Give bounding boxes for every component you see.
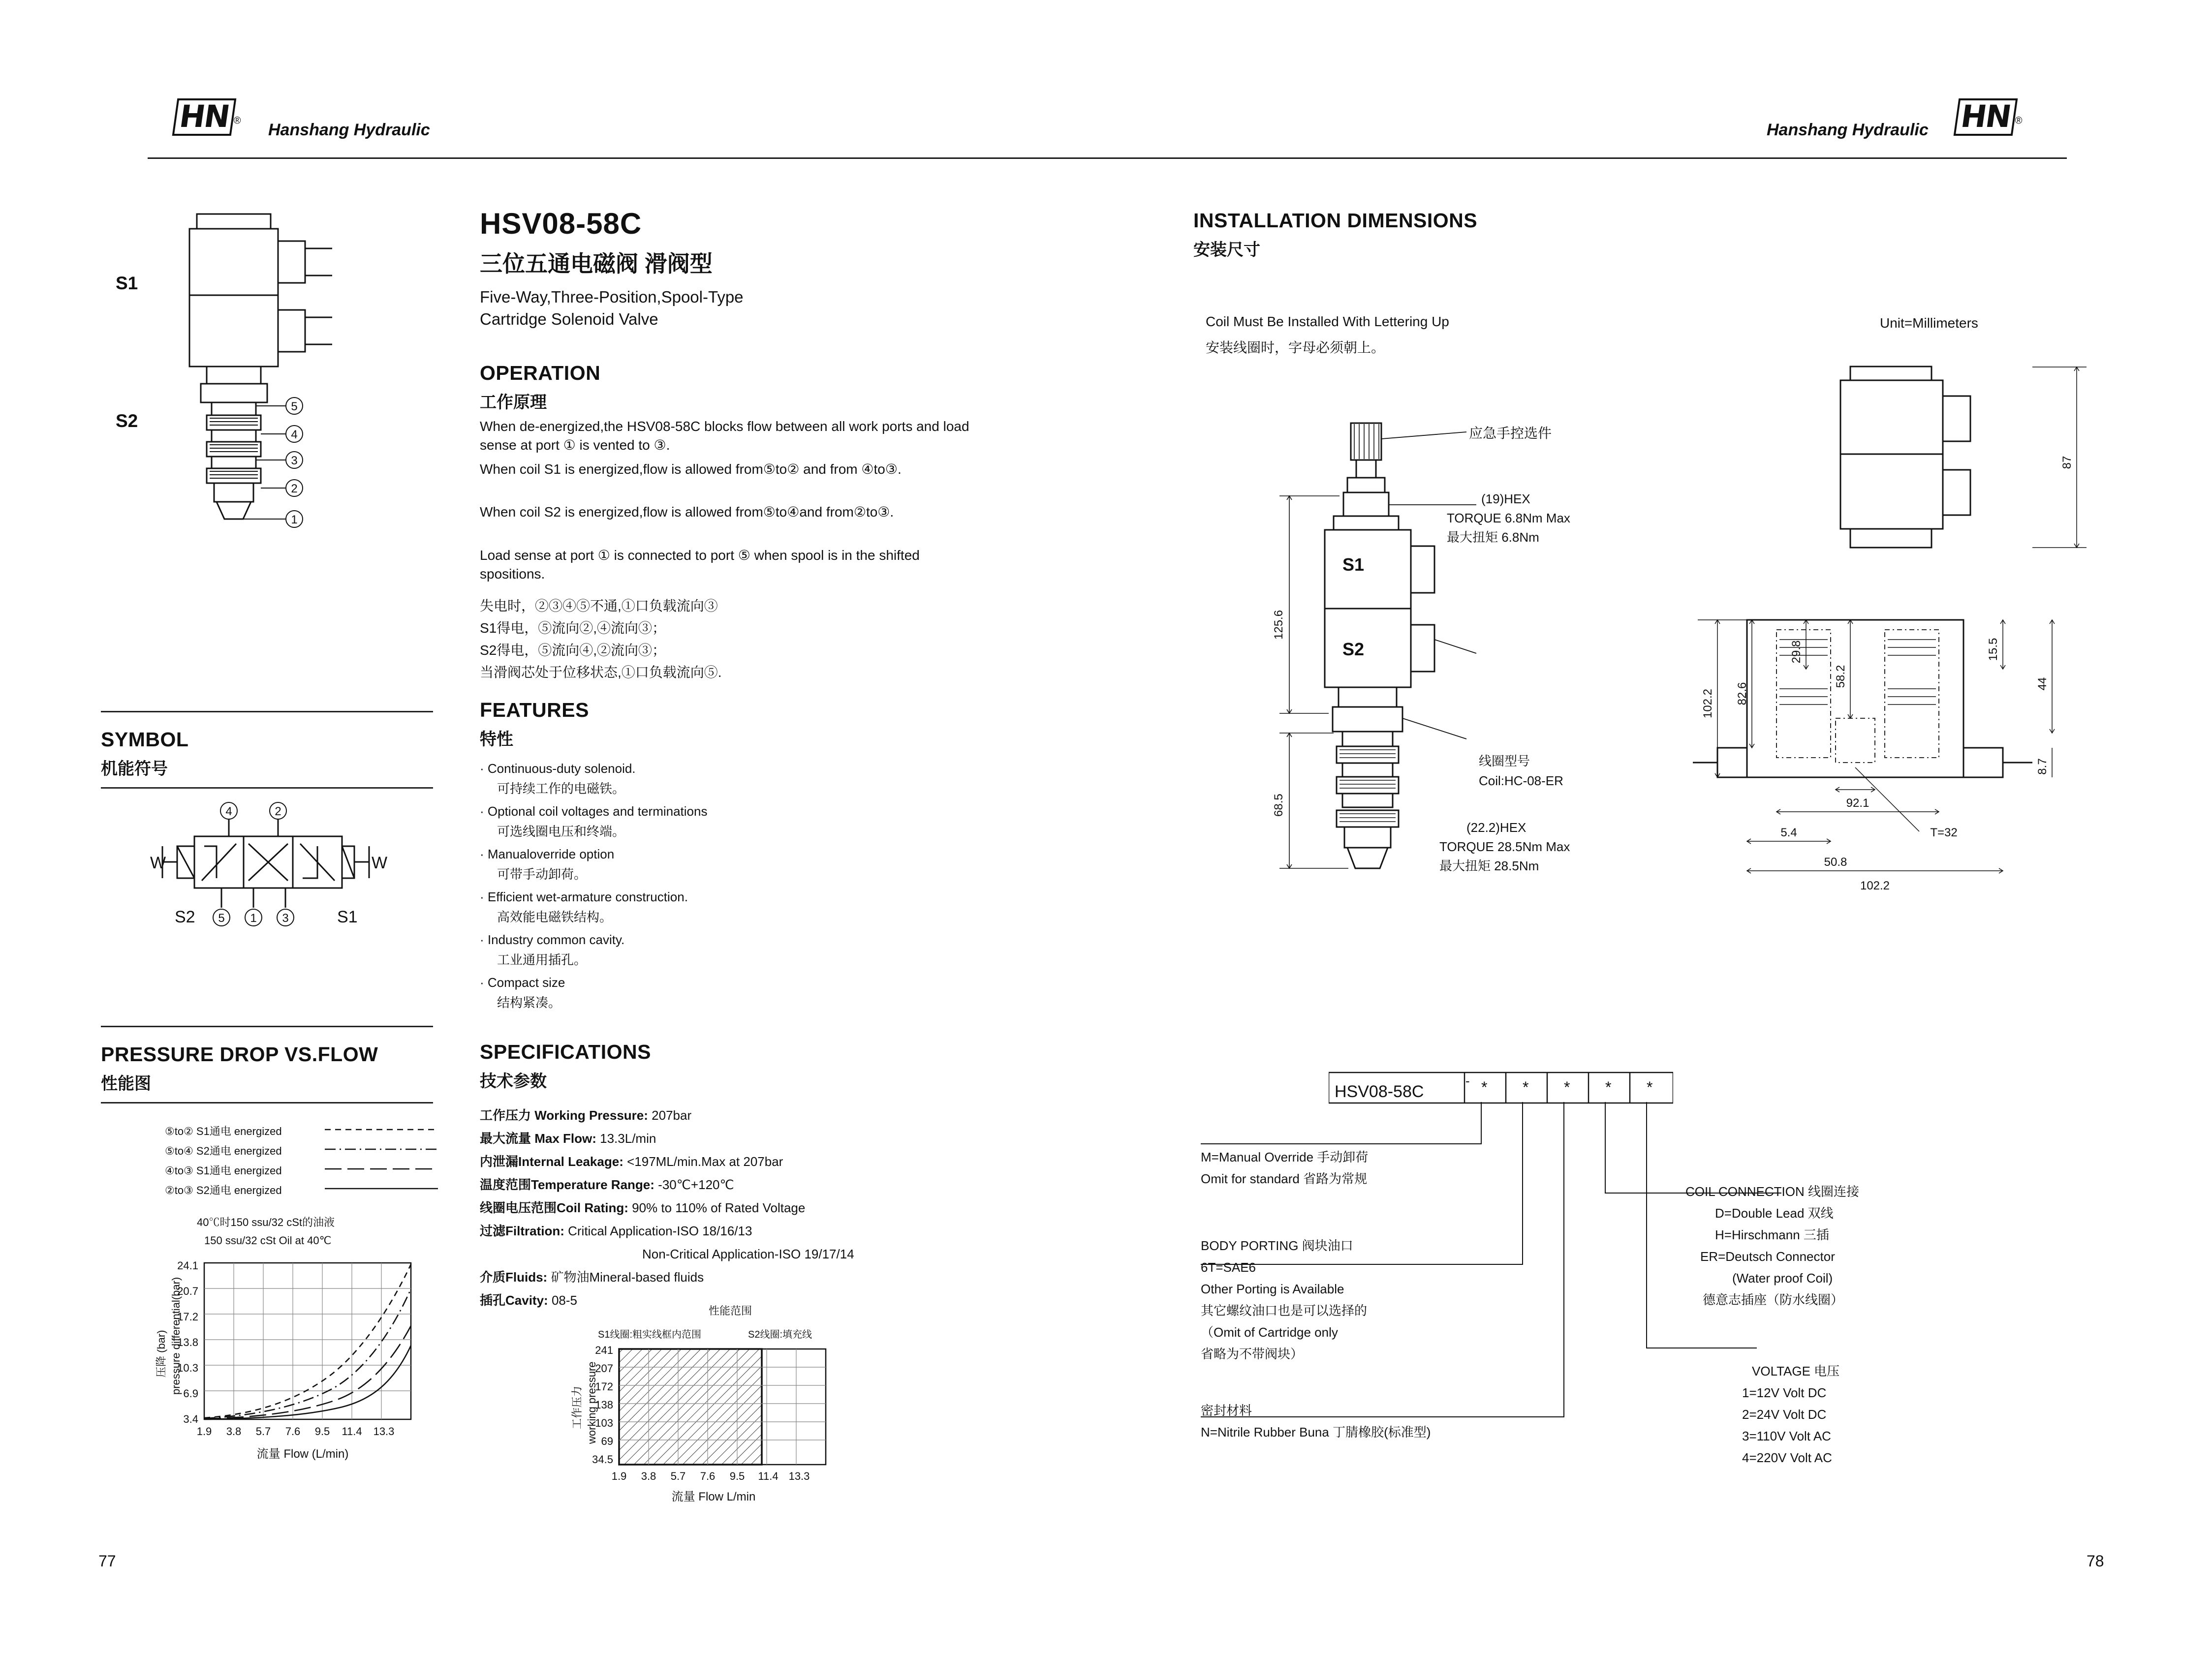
svg-text:172: 172 [595,1380,613,1393]
svg-text:11.4: 11.4 [342,1425,362,1438]
svg-text:5.4: 5.4 [1780,826,1797,839]
legend-voltage-line5: 4=220V Volt AC [1742,1450,1832,1465]
callout-coil-model-cn: 线圈型号 [1479,754,1530,768]
feature-item-1-cn: 可持续工作的电磁铁。 [497,781,625,796]
feature-item-5-cn: 工业通用插孔。 [497,952,587,967]
pressure-drop-title-cn: 性能图 [101,1074,151,1093]
svg-text:11.4: 11.4 [758,1470,779,1482]
registered-mark-right: ® [2015,115,2023,126]
model-code-field-2: * [1523,1078,1529,1096]
coil-label-s2-drawing: S2 [116,411,138,431]
svg-text:29.8: 29.8 [1790,640,1803,664]
feature-item-4-cn: 高效能电磁铁结构。 [497,910,613,924]
unit-label: Unit=Millimeters [1880,315,1978,331]
pressure-drop-divider [101,1026,433,1027]
operation-paragraph-3 [480,503,969,521]
model-code-base: HSV08-58C [1335,1082,1424,1101]
callout-hex19: (19)HEX [1481,491,1530,506]
logo-left [175,98,241,136]
spec-4-label: 温度范围Temperature Range: [480,1177,654,1192]
svg-text:17.2: 17.2 [177,1311,198,1323]
page-number-left: 77 [98,1552,116,1570]
svg-text:7.6: 7.6 [700,1470,716,1482]
feature-item-2-cn: 可选线圈电压和终端。 [497,824,625,839]
callout-torque285-cn: 最大扭矩 28.5Nm [1439,858,1539,873]
callout-torque68-cn: 最大扭矩 6.8Nm [1447,530,1539,545]
callout-manual-override: 应急手控选件 [1469,426,1552,441]
feature-1-en: Continuous-duty solenoid. [487,761,636,776]
svg-text:9.5: 9.5 [729,1470,745,1482]
svg-text:1.9: 1.9 [611,1470,627,1482]
svg-text:50.8: 50.8 [1824,856,1847,869]
operation-paragraph-4 [480,546,969,583]
logo-text: HN [177,98,232,134]
legend-coil-connection-line6: 德意志插座（防水线圈） [1703,1292,1844,1307]
svg-text:103: 103 [595,1417,613,1429]
spec-3-value: <197ML/min.Max at 207bar [627,1154,783,1169]
svg-text:1.9: 1.9 [196,1425,212,1438]
svg-text:102.2: 102.2 [1860,879,1890,892]
svg-text:13.3: 13.3 [373,1425,395,1438]
svg-text:241: 241 [595,1344,613,1356]
symbol-title-cn: 机能符号 [101,760,168,778]
svg-text:6.9: 6.9 [183,1387,198,1400]
legend-seal-line2: N=Nitrile Rubber Buna 丁腈橡胶(标准型) [1201,1425,1431,1440]
legend-body-porting-line6: 省略为不带阀块） [1201,1347,1304,1361]
performance-envelope-chart [497,1338,871,1545]
svg-text:138: 138 [595,1399,613,1411]
spec-row-9 [480,1292,577,1309]
spec-4-value: -30℃+120℃ [658,1177,734,1192]
svg-text:34.5: 34.5 [592,1453,613,1466]
svg-text:流量 Flow L/min: 流量 Flow L/min [671,1490,756,1503]
svg-text:69: 69 [601,1435,613,1447]
features-title: FEATURES [480,699,589,721]
operation-paragraph-cn-1: 失电时，②③④⑤不通,①口负载流向③ [480,598,718,613]
installation-title: INSTALLATION DIMENSIONS [1193,209,1478,232]
legend-body-porting-line5: （Omit of Cartridge only [1201,1325,1338,1340]
hydraulic-symbol-diagram [148,797,433,954]
svg-text:24.1: 24.1 [177,1259,198,1272]
installation-title-cn: 安装尺寸 [1193,241,1260,259]
page-title-cn: 三位五通电磁阀 滑阀型 [480,251,713,276]
svg-text:4: 4 [291,428,298,441]
svg-text:92.1: 92.1 [1846,796,1869,810]
pd-legend-2: ⑤to④ S2通电 energized [165,1145,282,1157]
svg-text:13.8: 13.8 [177,1336,198,1348]
spec-row-4 [480,1176,734,1194]
legend-coil-connection-line5: (Water proof Coil) [1732,1271,1833,1286]
spec-6-value: Critical Application-ISO 18/16/13 [568,1224,752,1238]
pressure-drop-chart [106,1252,436,1532]
svg-text:流量 Flow (L/min): 流量 Flow (L/min) [256,1447,349,1461]
operation-paragraph-1 [480,417,969,455]
model-code-field-1: * [1481,1078,1488,1096]
logo-right [1956,98,2023,136]
legend-manual-override-line1: M=Manual Override 手动卸荷 [1201,1150,1369,1164]
spec-1-value: 207bar [652,1108,692,1123]
svg-text:S2: S2 [1342,639,1365,659]
svg-text:4: 4 [225,805,232,818]
feature-item-1: · Continuous-duty solenoid. [480,761,636,776]
header-divider [148,157,2067,159]
brand-right: Hanshang Hydraulic [1767,121,1929,139]
feature-5-en: Industry common cavity. [487,932,625,947]
svg-text:10.3: 10.3 [177,1362,198,1374]
legend-voltage-line3: 2=24V Volt DC [1742,1407,1827,1422]
spec-2-label: 最大流量 Max Flow: [480,1131,596,1146]
spec-9-value: 08-5 [551,1293,577,1308]
symbol-title: SYMBOL [101,728,189,751]
legend-coil-connection-line2: D=Double Lead 双线 [1715,1206,1834,1221]
spec-row-2 [480,1130,656,1147]
feature-item-4: · Efficient wet-armature construction. [480,889,688,904]
symbol-divider [101,711,433,712]
feature-6-en: Compact size [487,975,565,990]
spec-5-label: 线圈电压范围Coil Rating: [480,1200,628,1215]
operation-paragraph-2 [480,460,969,479]
svg-text:5: 5 [218,912,225,925]
specifications-title-cn: 技术参数 [480,1072,547,1091]
feature-2-en: Optional coil voltages and terminations [487,804,708,819]
pd-legend-1: ⑤to② S1通电 energized [165,1125,282,1137]
pd-legend-3: ④to③ S1通电 energized [165,1164,282,1177]
subtitle-line1: Five-Way,Three-Position,Spool-Type [480,288,744,306]
legend-coil-connection-line4: ER=Deutsch Connector [1700,1249,1835,1264]
svg-text:1: 1 [250,912,257,925]
legend-coil-connection-line3: H=Hirschmann 三插 [1715,1227,1829,1242]
product-drawing [138,194,453,706]
spec-9-label: 插孔Cavity: [480,1293,548,1308]
spec-2-value: 13.3L/min [600,1131,656,1146]
features-title-cn: 特性 [480,730,513,749]
operation-p3-text: When coil S2 is energized,flow is allowed from⑤to④and from②to③. [480,504,894,520]
legend-manual-override-line2: Omit for standard 省路为常规 [1201,1171,1368,1186]
legend-voltage-line2: 1=12V Volt DC [1742,1385,1827,1400]
spec-row-6 [480,1223,752,1240]
model-code-sep: - [1465,1073,1470,1088]
svg-text:3.8: 3.8 [226,1425,242,1438]
operation-paragraph-cn-4: 当滑阀芯处于位移状态,①口负载流向⑤. [480,665,722,680]
svg-text:5.7: 5.7 [255,1425,271,1438]
svg-text:20.7: 20.7 [177,1285,198,1297]
brand-left: Hanshang Hydraulic [268,121,430,139]
svg-text:58.2: 58.2 [1834,665,1847,688]
feature-item-6: · Compact size [480,975,565,990]
feature-4-en: Efficient wet-armature construction. [487,889,688,904]
pd-legend-lines [325,1122,443,1205]
svg-text:pressure differential(bar): pressure differential(bar) [170,1277,182,1395]
feature-item-3-cn: 可带手动卸荷。 [497,867,587,882]
pressure-drop-divider-2 [101,1102,433,1103]
svg-text:8.7: 8.7 [2036,758,2049,775]
symbol-divider-2 [101,787,433,789]
svg-text:3: 3 [282,912,289,925]
feature-item-3: · Manualoverride option [480,847,615,861]
svg-text:S2: S2 [175,908,195,926]
coil-label-s1-drawing: S1 [116,273,138,293]
svg-text:S1: S1 [337,908,358,926]
spec-row-8 [480,1269,704,1286]
pressure-drop-title: PRESSURE DROP VS.FLOW [101,1043,378,1066]
registered-mark: ® [233,115,241,126]
specifications-title: SPECIFICATIONS [480,1041,651,1063]
svg-text:207: 207 [595,1362,613,1375]
svg-text:102.2: 102.2 [1701,688,1714,719]
svg-text:2: 2 [291,482,298,495]
envelope-chart-title: 性能范围 [709,1305,752,1317]
model-code-field-5: * [1647,1078,1653,1096]
callout-coil-model: Coil:HC-08-ER [1479,773,1563,788]
operation-paragraph-cn-3: S2得电，⑤流向④,②流向③； [480,643,666,658]
legend-voltage-line4: 3=110V Volt AC [1742,1429,1831,1443]
svg-text:2: 2 [275,805,281,818]
operation-title: OPERATION [480,362,601,384]
feature-3-en: Manualoverride option [487,847,615,861]
svg-text:3.8: 3.8 [641,1470,656,1482]
legend-body-porting-line1: BODY PORTING 阀块油口 [1201,1238,1353,1253]
spec-5-value: 90% to 110% of Rated Voltage [632,1200,806,1215]
spec-8-label: 介质Fluids: [480,1270,548,1285]
pd-legend-4: ②to③ S2通电 energized [165,1184,282,1196]
feature-item-6-cn: 结构紧凑。 [497,995,561,1010]
svg-text:5.7: 5.7 [670,1470,686,1482]
spec-row-7: Non-Critical Application-ISO 19/17/14 [642,1247,854,1261]
svg-text:5: 5 [291,400,298,413]
callout-torque68: TORQUE 6.8Nm Max [1447,511,1570,525]
model-code-field-3: * [1564,1078,1570,1096]
subtitle-line2: Cartridge Solenoid Valve [480,310,658,328]
svg-text:68.5: 68.5 [1272,794,1285,817]
svg-text:9.5: 9.5 [314,1425,330,1438]
model-code-field-4: * [1605,1078,1612,1096]
spec-1-label: 工作压力 Working Pressure: [480,1108,648,1123]
install-note-cn: 安装线圈时，字母必须朝上。 [1206,340,1385,355]
envelope-legend-right: S2线圈:填充线 [748,1329,812,1340]
operation-p4-text: Load sense at port ① is connected to port ⑤ when spool is in the shifted spositions. [480,548,920,582]
spec-6-label: 过滤Filtration: [480,1224,564,1238]
legend-body-porting-line4: 其它螺纹油口也是可以选择的 [1201,1303,1368,1318]
spec-row-3 [480,1153,783,1170]
legend-seal-line1: 密封材料 [1201,1403,1252,1418]
feature-item-5: · Industry common cavity. [480,932,625,947]
legend-coil-connection-line1: COIL CONNECTION 线圈连接 [1685,1184,1859,1199]
feature-item-2: · Optional coil voltages and terminations [480,804,708,819]
envelope-legend-left: S1线圈:粗实线框内范围 [598,1329,702,1340]
operation-p2-text: When coil S1 is energized,flow is allowed from⑤to② and from ④to③. [480,461,902,477]
svg-text:87: 87 [2060,456,2074,469]
svg-text:13.3: 13.3 [788,1470,810,1482]
svg-text:1: 1 [291,513,298,526]
installation-drawing-section [1688,344,2170,1033]
legend-voltage-line1: VOLTAGE 电压 [1752,1364,1840,1378]
svg-text:S1: S1 [1342,554,1365,575]
svg-text:125.6: 125.6 [1272,610,1285,640]
pd-caption-en: 150 ssu/32 cSt Oil at 40℃ [204,1234,332,1247]
spec-row-5 [480,1199,805,1217]
page-number-right: 78 [2087,1552,2104,1570]
svg-text:15.5: 15.5 [1987,638,2000,661]
spec-3-label: 内泄漏Internal Leakage: [480,1154,623,1169]
svg-text:3.4: 3.4 [183,1413,198,1425]
svg-text:压降 (bar): 压降 (bar) [155,1330,167,1378]
svg-text:82.6: 82.6 [1736,682,1749,705]
svg-text:working pressure: working pressure [586,1361,598,1444]
svg-text:W: W [150,854,166,872]
svg-text:T=32: T=32 [1930,826,1958,839]
spec-8-value: 矿物油Mineral-based fluids [551,1270,704,1285]
operation-paragraph-cn-2: S1得电，⑤流向②,④流向③； [480,620,666,636]
operation-p1-text: When de-energized,the HSV08-58C blocks flow between all work ports and load sense at port ① is vented to ③. [480,419,969,453]
svg-text:工作压力: 工作压力 [571,1385,583,1429]
svg-text:7.6: 7.6 [285,1425,301,1438]
install-note-en: Coil Must Be Installed With Lettering Up [1206,314,1449,329]
svg-text:W: W [372,854,388,872]
callout-hex222: (22.2)HEX [1466,820,1527,835]
callout-torque285: TORQUE 28.5Nm Max [1439,839,1570,854]
legend-body-porting-line3: Other Porting is Available [1201,1282,1344,1296]
svg-text:3: 3 [291,454,298,467]
legend-body-porting-line2: 6T=SAE6 [1201,1260,1256,1275]
pd-caption-cn: 40℃时150 ssu/32 cSt的油液 [197,1216,335,1228]
svg-text:44: 44 [2036,677,2049,691]
page-title: HSV08-58C [480,207,642,240]
operation-title-cn: 工作原理 [480,393,547,412]
spec-row-1 [480,1107,691,1124]
logo-text-right: HN [1959,98,2013,134]
